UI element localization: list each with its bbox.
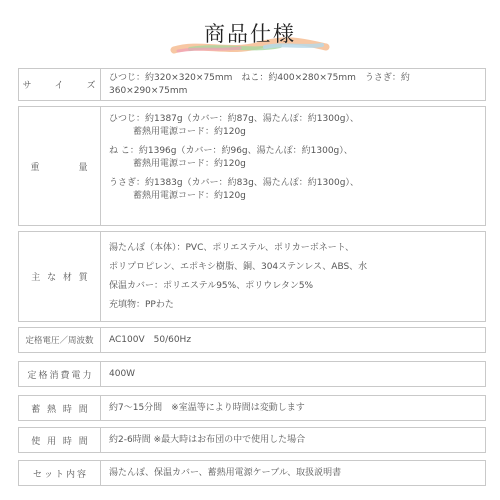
spec-row-set-contents: [18, 460, 486, 486]
weight-line: 蓄熱用電源コード：約120g: [133, 127, 246, 137]
materials-line: ポリプロピレン、エポキシ樹脂、銅、304ステンレス、ABS、水: [109, 262, 368, 272]
spec-row-rated-power: [18, 361, 486, 387]
spec-label-rated-power: 定格消費電力: [19, 362, 101, 386]
spec-label-materials: 主 な 材 質: [19, 232, 101, 321]
materials-line: 充填物：PPわた: [109, 300, 174, 310]
spec-label-usage-time: 使 用 時 間: [19, 428, 101, 452]
page-title: 商品仕様: [204, 22, 296, 46]
spec-value-size: ひつじ：約320×320×75mm ねこ：約400×280×75mm うさぎ：約360×290×75mm: [109, 72, 410, 96]
spec-value-set-contents: 湯たんぽ、保温カバー、蓄熱用電源ケーブル、取扱説明書: [109, 467, 342, 478]
spec-label-weight: 重 量: [19, 107, 101, 225]
spec-row-heating-time: [18, 395, 486, 421]
spec-value-usage-time: 約2-6時間 ※最大時はお布団の中で使用した場合: [109, 434, 306, 445]
materials-line: 保温カバー：ポリエステル95%、ポリウレタン5%: [109, 281, 314, 291]
spec-row-size: [18, 68, 486, 101]
spec-value-materials: [109, 232, 479, 321]
spec-row-rated-voltage: [18, 327, 486, 353]
spec-label-size: サ イ ズ: [19, 69, 101, 100]
spec-row-weight: [18, 106, 486, 226]
spec-value-heating-time: 約7～15分間 ※室温等により時間は変動します: [109, 402, 305, 413]
weight-line: うさぎ：約1383g（カバー：約83g、湯たんぽ：約1300g）、: [109, 178, 359, 188]
spec-value-rated-power: 400W: [109, 368, 136, 379]
spec-label-heating-time: 蓄 熱 時 間: [19, 396, 101, 420]
spec-row-usage-time: [18, 427, 486, 453]
spec-value-weight: [109, 107, 479, 225]
weight-line: 蓄熱用電源コード：約120g: [133, 191, 246, 201]
weight-line: ね こ：約1396g（カバー：約96g、湯たんぽ：約1300g）、: [109, 146, 353, 156]
title-area: [0, 0, 500, 66]
spec-row-materials: [18, 231, 486, 322]
weight-line: ひつじ：約1387g（カバー：約87g、湯たんぽ：約1300g）、: [109, 114, 359, 124]
spec-label-set-contents: セット内容: [19, 461, 101, 485]
spec-label-rated-voltage: 定格電圧／周波数: [19, 328, 101, 352]
spec-value-rated-voltage: AC100V 50/60Hz: [109, 334, 192, 345]
materials-line: 湯たんぽ（本体）：PVC、ポリエステル、ポリカーボネート、: [109, 243, 354, 253]
weight-line: 蓄熱用電源コード：約120g: [133, 159, 246, 169]
